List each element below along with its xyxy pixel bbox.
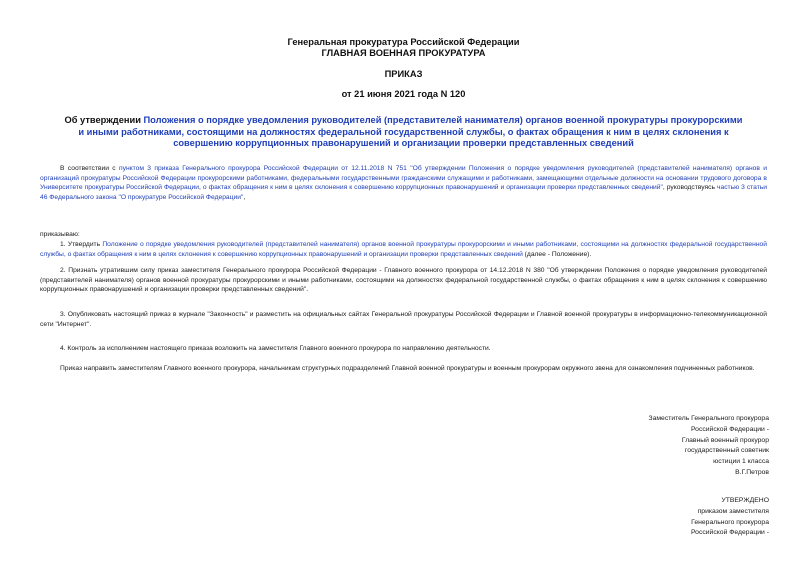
paragraph-item-3: 3. Опубликовать настоящий приказ в журнале "Законность" и разместить на официальных сайтах Генеральной прокуратуры Российской Федерации и Главной военной прокуратуры в информационно-телекоммуникационной сети "Интернет". — [40, 311, 767, 328]
paragraph-item-2: 2. Признать утратившим силу приказ заместителя Генерального прокурора Российской Федерации - Главного военного прокурора от 14.12.2018 N 380 "Об утверждении Положения о порядке уведомления руководителей (представителей нанимателя) органов военной прокуратуры прокурорскими и иными работниками, состоящими на должностях федеральной государственной службы, о фактах обращения к ним в целях склонения к совершению коррупционных правонарушений и организации проверки представленных сведений". — [40, 267, 767, 294]
document-date: от 21 июня 2021 года N 120 — [341, 89, 466, 99]
document-title — [62, 115, 745, 150]
signature-line: Заместитель Генерального прокурора — [648, 415, 769, 422]
paragraph-preamble — [40, 164, 767, 202]
title-link[interactable]: Положения о порядке уведомления руководителей (представителей нанимателя) органов военной прокуратуры прокурорскими и иными работниками, состоящими на должностях федеральной государственной службы, о фактах обращения к ним в целях склонения к совершению коррупционных правонарушений и организации проверки представленных сведений — [78, 115, 743, 148]
signature-line: юстиции 1 класса — [713, 458, 769, 466]
approval-line: УТВЕРЖДЕНО — [721, 497, 769, 504]
paragraph-item-4: 4. Контроль за исполнением настоящего приказа возложить на заместителя Главного военного прокурора по направлению деятельности. — [60, 345, 491, 352]
preamble-text-b: , руководствуясь — [662, 184, 717, 192]
signature-line: Российской Федерации - — [690, 425, 769, 433]
approval-line: Российской Федерации - — [690, 529, 769, 537]
paragraph-item-1 — [40, 240, 767, 259]
preamble-text-c: , — [243, 193, 246, 201]
item1-link-regulation[interactable]: Положение о порядке уведомления руководителей (представителей нанимателя) органов военной прокуратуры прокурорскими и иными работниками, состоящими на должностях федеральной государственной службы, о фактах обращения к ним в целях склонения к совершению коррупционных правонарушений и организации проверки представленных сведений — [40, 241, 767, 258]
paragraph-distribution: Приказ направить заместителям Главного военного прокурора, начальникам структурных подразделений Главной военной прокуратуры и военным прокурорам окружного звена для ознакомления подчиненных работников. — [60, 365, 755, 372]
approval-block — [691, 496, 769, 539]
org-division: ГЛАВНАЯ ВОЕННАЯ ПРОКУРАТУРА — [321, 48, 486, 58]
signature-line: В.Г.Петров — [735, 468, 769, 476]
approval-line: приказом заместителя — [697, 507, 769, 515]
item1-text-a: 1. Утвердить — [60, 241, 103, 248]
org-name: Генеральная прокуратура Российской Федерации — [287, 37, 520, 47]
preamble-link-order[interactable]: пунктом 3 приказа Генерального прокурора Российской Федерации от 12.11.2018 N 751 "Об утверждении Положения о порядке уведомления руководителей (представителей нанимателя) органов и организаций прокуратуры Российской Федерации прокурорскими работниками, федеральными государственными гражданскими служащими и работниками, замещающими отдельные должности на основании трудового договора в Университете прокуратуры Российской Федерации, о фактах обращения к ним в целях склонения к совершению коррупционных правонарушений и организации проверки представленных сведений" — [40, 165, 767, 192]
preamble-link-law[interactable]: частью 3 статьи 46 Федерального закона "О прокуратуре Российской Федерации" — [40, 184, 768, 201]
signature-line: Главный военный прокурор — [681, 436, 769, 444]
preamble-text-a: В соответствии с — [60, 165, 119, 172]
signature-block — [648, 414, 769, 479]
title-prefix: Об утверждении — [64, 115, 144, 125]
approval-line: Генерального прокурора — [691, 518, 769, 526]
item1-text-b: (далее - Положение). — [522, 250, 592, 258]
paragraph-order-word: приказываю: — [40, 231, 80, 238]
document-type: ПРИКАЗ — [384, 69, 423, 79]
signature-line: государственный советник — [684, 447, 769, 455]
